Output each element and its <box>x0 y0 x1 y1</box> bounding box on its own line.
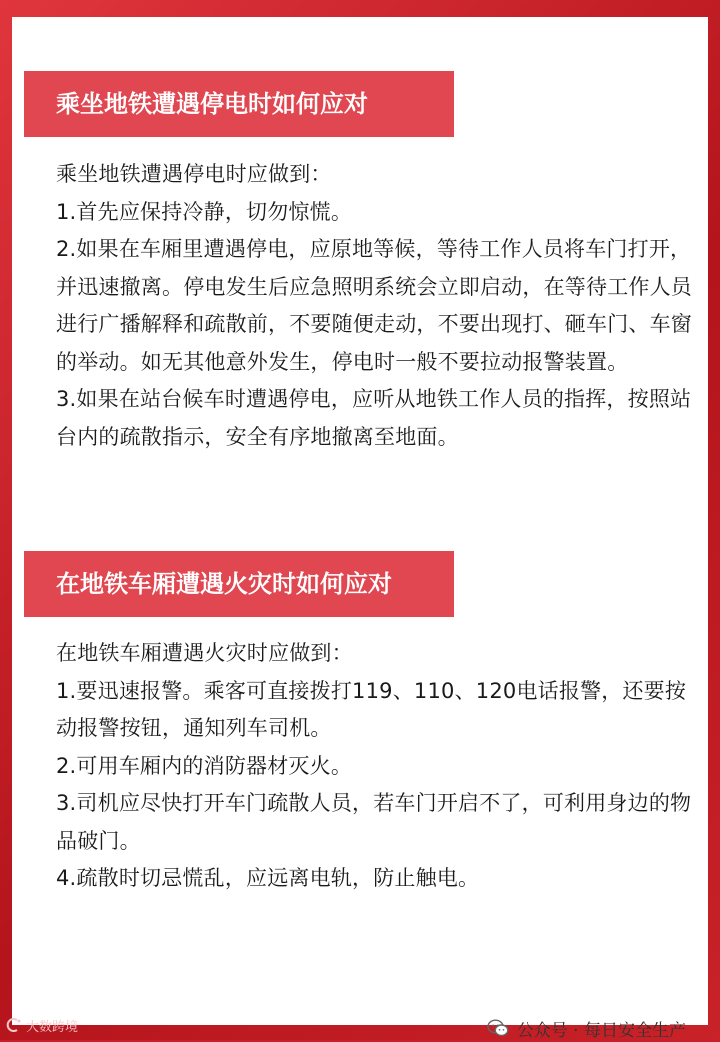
corner-watermark-text: 大数跨境 <box>26 1019 79 1035</box>
section-1-paragraph: 2.如果在车厢里遭遇停电，应原地等候，等待工作人员将车门打开，并迅速撤离。停电发生后应急照明系统会立即启动，在等待工作人员进行广播解释和疏散前，不要随便走动，不要出现打、砸车门、车窗的举动。如无其他意外发生，停电时一般不要拉动报警装置。 <box>56 237 692 374</box>
watermark-text: 公众号 · 每日安全生产 <box>516 1020 686 1041</box>
section-1-title: 乘坐地铁遭遇停电时如何应对 <box>24 71 454 137</box>
corner-watermark <box>6 1014 78 1036</box>
section-2-title: 在地铁车厢遭遇火灾时如何应对 <box>24 551 454 617</box>
section-1-paragraph: 1.首先应保持冷静，切勿惊慌。 <box>56 199 353 224</box>
wechat-watermark <box>487 1014 686 1042</box>
section-2-paragraph: 1.要迅速报警。乘客可直接拨打119、110、120电话报警，还要按动报警按钮，通知列车司机。 <box>56 678 687 740</box>
brand-icon <box>6 1018 22 1032</box>
section-2-paragraph: 3.司机应尽快打开车门疏散人员，若车门开启不了，可利用身边的物品破门。 <box>56 791 692 853</box>
section-1-paragraph: 乘坐地铁遭遇停电时应做到： <box>56 162 332 186</box>
section-2-paragraph: 2.可用车厢内的消防器材灭火。 <box>56 753 353 778</box>
section-2-paragraph: 4.疏散时切忌慌乱，应远离电轨，防止触电。 <box>56 866 480 890</box>
section-2-body <box>56 635 696 898</box>
section-2-paragraph: 在地铁车厢遭遇火灾时应做到： <box>56 641 353 665</box>
section-1-body <box>56 156 696 456</box>
section-1-paragraph: 3.如果在站台候车时遭遇停电，应听从地铁工作人员的指挥，按照站台内的疏散指示，安全有序地撤离至地面。 <box>56 387 692 449</box>
wechat-icon <box>487 1019 509 1037</box>
